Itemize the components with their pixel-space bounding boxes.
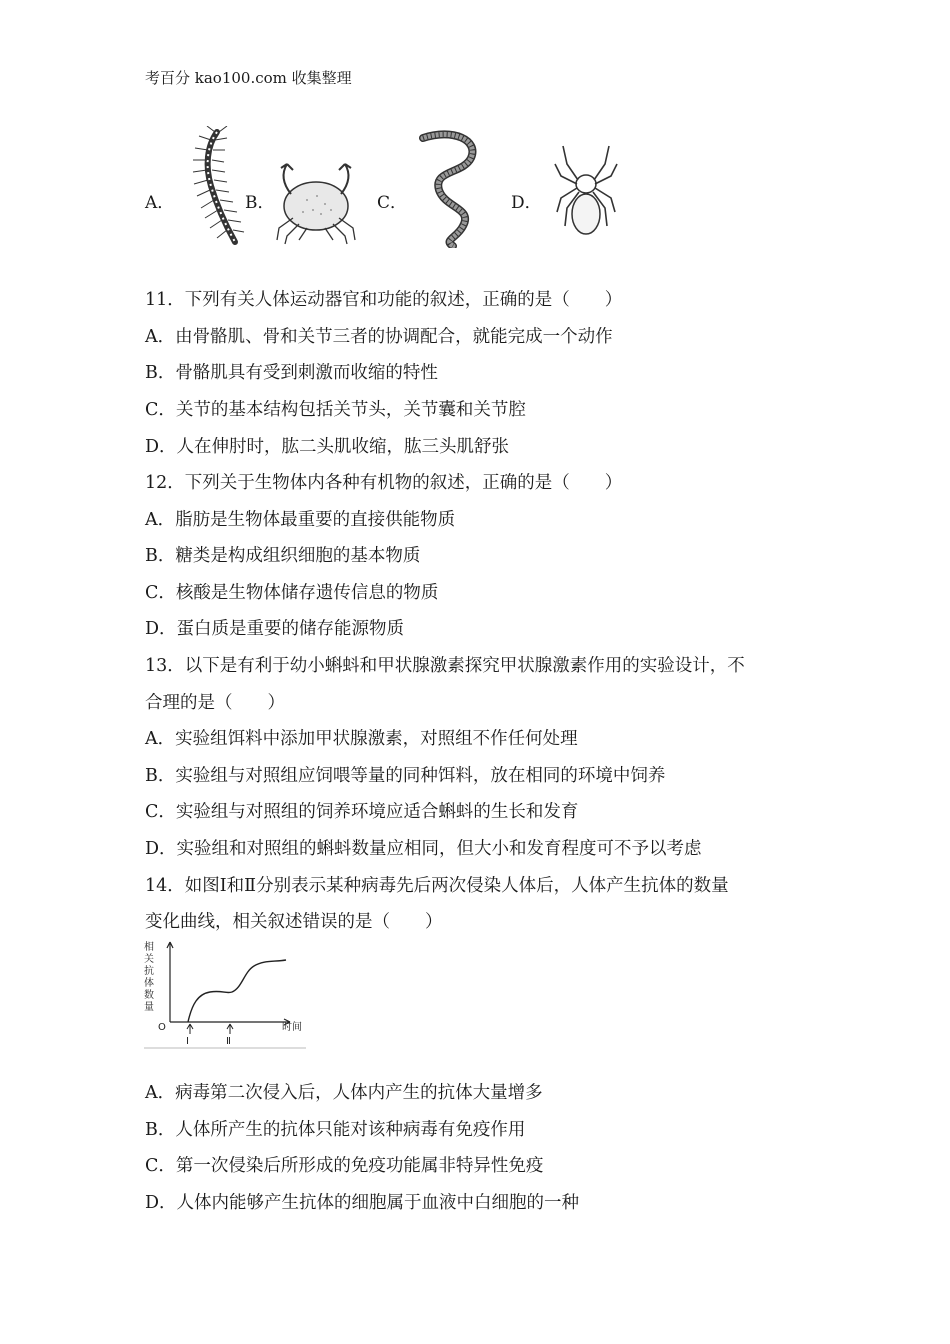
origin-label: O bbox=[158, 1022, 166, 1033]
y-axis-label-char: 相 bbox=[144, 942, 154, 953]
option-a-label: A． bbox=[145, 193, 175, 213]
option-b-label: B． bbox=[245, 193, 275, 213]
infection-mark-2: Ⅱ bbox=[226, 1036, 231, 1047]
question-13-option-a: A．实验组饵料中添加甲状腺激素，对照组不作任何处理 bbox=[145, 729, 578, 749]
question-11-option-b: B．骨骼肌具有受到刺激而收缩的特性 bbox=[145, 363, 438, 383]
y-axis-label-char: 抗 bbox=[144, 966, 154, 977]
question-14-stem-line2: 变化曲线，相关叙述错误的是（ ） bbox=[145, 912, 443, 932]
option-c-label: C． bbox=[377, 193, 408, 213]
question-13-stem-line1: 13．以下是有利于幼小蝌蚪和甲状腺激素探究甲状腺激素作用的实验设计，不 bbox=[145, 656, 745, 676]
crab-icon bbox=[273, 156, 359, 246]
question-13-option-b: B．实验组与对照组应饲喂等量的同种饵料，放在相同的环境中饲养 bbox=[145, 766, 666, 786]
spider-icon bbox=[553, 142, 619, 246]
question-11-option-d: D．人在伸肘时，肱二头肌收缩，肱三头肌舒张 bbox=[145, 437, 510, 457]
question-13-stem-line2: 合理的是（ ） bbox=[145, 693, 285, 713]
question-14-option-a: A．病毒第二次侵入后，人体内产生的抗体大量增多 bbox=[145, 1083, 543, 1103]
question-14-stem-line1: 14．如图Ⅰ和Ⅱ分别表示某种病毒先后两次侵染人体后，人体产生抗体的数量 bbox=[145, 876, 729, 896]
y-axis-label-char: 量 bbox=[144, 1002, 154, 1013]
antibody-curve-figure bbox=[140, 938, 310, 1050]
question-12-option-d: D．蛋白质是重要的储存能源物质 bbox=[145, 619, 405, 639]
question-14-option-b: B．人体所产生的抗体只能对该种病毒有免疫作用 bbox=[145, 1120, 526, 1140]
y-axis-label-char: 关 bbox=[144, 954, 154, 965]
y-axis-label-char: 数 bbox=[144, 990, 154, 1001]
earthworm-icon bbox=[413, 128, 487, 248]
antibody-curve bbox=[188, 960, 286, 1022]
question-13-option-d: D．实验组和对照组的蝌蚪数量应相同，但大小和发育程度可不予以考虑 bbox=[145, 839, 702, 859]
question-11-stem: 11．下列有关人体运动器官和功能的叙述，正确的是（ ） bbox=[145, 290, 623, 310]
question-14-option-c: C．第一次侵染后所形成的免疫功能属非特异性免疫 bbox=[145, 1156, 544, 1176]
question-12-stem: 12．下列关于生物体内各种有机物的叙述，正确的是（ ） bbox=[145, 473, 623, 493]
x-axis-label: 时间 bbox=[282, 1022, 302, 1033]
question-12-option-a: A．脂肪是生物体最重要的直接供能物质 bbox=[145, 510, 456, 530]
question-11-option-c: C．关节的基本结构包括关节头，关节囊和关节腔 bbox=[145, 400, 526, 420]
question-12-option-b: B．糖类是构成组织细胞的基本物质 bbox=[145, 546, 421, 566]
question-12-option-c: C．核酸是生物体储存遗传信息的物质 bbox=[145, 583, 439, 603]
y-axis-label-char: 体 bbox=[144, 978, 154, 989]
centipede-icon bbox=[177, 126, 247, 248]
question-10-options bbox=[145, 122, 785, 252]
question-13-option-c: C．实验组与对照组的饲养环境应适合蝌蚪的生长和发育 bbox=[145, 802, 579, 822]
infection-mark-1: Ⅰ bbox=[186, 1036, 189, 1047]
question-11-option-a: A．由骨骼肌、骨和关节三者的协调配合，就能完成一个动作 bbox=[145, 327, 613, 347]
page-header: 考百分 kao100.com 收集整理 bbox=[145, 69, 352, 87]
question-14-option-d: D．人体内能够产生抗体的细胞属于血液中白细胞的一种 bbox=[145, 1193, 580, 1213]
option-d-label: D． bbox=[511, 193, 542, 213]
